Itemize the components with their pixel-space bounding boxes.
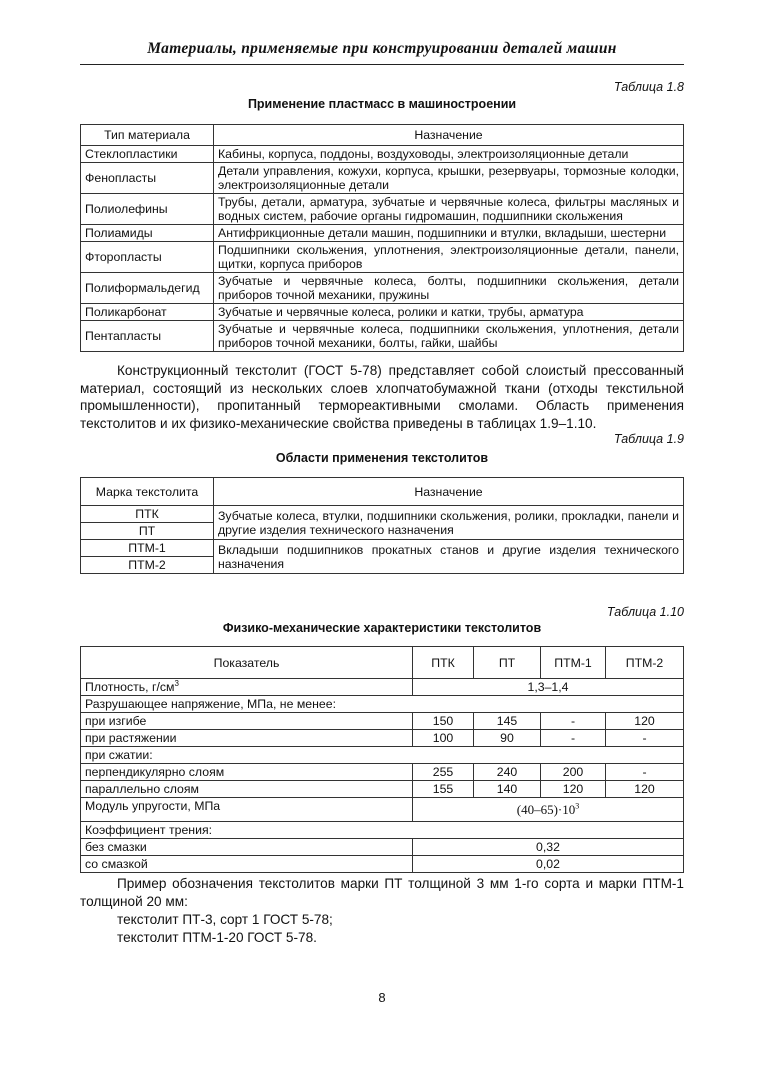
table-row	[81, 730, 684, 747]
example-line-2: текстолит ПТМ-1-20 ГОСТ 5-78.	[117, 930, 317, 945]
table-row	[81, 696, 684, 713]
value-cell: -	[541, 730, 606, 747]
value-cell: 150	[413, 713, 474, 730]
material-type: Фенопласты	[81, 163, 214, 194]
example-line-1: текстолит ПТ-3, сорт 1 ГОСТ 5-78;	[117, 912, 333, 927]
material-use: Трубы, детали, арматура, зубчатые и червячные колеса, фильтры масляных и водных систем, рабочие органы гидромашин, подшипники скольжения	[214, 194, 684, 225]
modulus-label: Модуль упругости, МПа	[81, 798, 413, 822]
table-row	[81, 856, 684, 873]
table-header: ПТМ-2	[606, 647, 684, 679]
material-use: Зубчатые и червячные колеса, болты, подшипники скольжения, детали приборов точной механики, пружины	[214, 273, 684, 304]
table-1-9-label: Таблица 1.9	[613, 432, 684, 446]
value-cell: -	[606, 730, 684, 747]
value-cell: 240	[474, 764, 541, 781]
material-use: Зубчатые и червячные колеса, ролики и катки, трубы, арматура	[214, 304, 684, 321]
grade-use: Зубчатые колеса, втулки, подшипники скольжения, ролики, прокладки, панели и другие изделия технического назначения	[214, 506, 684, 540]
table-row	[81, 747, 684, 764]
table-row	[81, 679, 684, 696]
table-row	[81, 242, 684, 273]
table-row	[81, 321, 684, 352]
tension-label: при растяжении	[81, 730, 413, 747]
value-cell: 255	[413, 764, 474, 781]
table-row	[81, 163, 684, 194]
value-cell: 155	[413, 781, 474, 798]
material-type: Полиформальдегид	[81, 273, 214, 304]
lubricated-value: 0,02	[413, 856, 684, 873]
material-use: Зубчатые и червячные колеса, подшипники скольжения, уплотнения, детали приборов точной механики, болты, гайки, шайбы	[214, 321, 684, 352]
table-row	[81, 194, 684, 225]
parallel-label: параллельно слоям	[81, 781, 413, 798]
table-row	[81, 146, 684, 163]
material-type: Стеклопластики	[81, 146, 214, 163]
grade-cell: ПТ	[81, 523, 214, 540]
table-1-10	[80, 646, 684, 873]
modulus-value: $(40-65)\cdot 10^3$	[413, 798, 684, 822]
material-type: Полиамиды	[81, 225, 214, 242]
table-row	[81, 225, 684, 242]
material-type: Фторопласты	[81, 242, 214, 273]
table-row	[81, 822, 684, 839]
value-cell: -	[606, 764, 684, 781]
value-cell: 100	[413, 730, 474, 747]
table-row	[81, 839, 684, 856]
table-row	[81, 273, 684, 304]
value-cell: -	[541, 713, 606, 730]
strength-heading: Разрушающее напряжение, МПа, не менее:	[81, 696, 684, 713]
table-1-10-title: Физико-механические характеристики текстолитов	[222, 621, 542, 635]
table-1-8	[80, 124, 684, 352]
dry-value: 0,32	[413, 839, 684, 856]
grade-cell: ПТМ-1	[81, 540, 214, 557]
table-header: ПТМ-1	[541, 647, 606, 679]
paragraph-textolite: Конструкционный текстолит (ГОСТ 5-78) представляет собой слоистый прессованный материал, состоящий из нескольких слоев хлопчатобумажной ткани (отходы текстильной промышленности), пропитанный термореактивными смолами. Область применения текстолитов и их физико-механические свойства приведены в таблицах 1.9–1.10.	[80, 363, 684, 431]
grade-cell: ПТМ-2	[81, 557, 214, 574]
grade-use: Вкладыши подшипников прокатных станов и другие изделия технического назначения	[214, 540, 684, 574]
material-use: Детали управления, кожухи, корпуса, крышки, резервуары, тормозные колодки, электроизоляционные детали	[214, 163, 684, 194]
value-cell: 120	[541, 781, 606, 798]
value-cell: 120	[606, 713, 684, 730]
table-row	[81, 713, 684, 730]
table-header: Показатель	[81, 647, 413, 679]
header-rule	[80, 64, 684, 65]
dry-label: без смазки	[81, 839, 413, 856]
density-label: Плотность, $г/см^3$	[81, 679, 413, 696]
compression-heading: при сжатии:	[81, 747, 684, 764]
page-number: 8	[378, 990, 386, 1005]
value-cell: 90	[474, 730, 541, 747]
table-row	[81, 764, 684, 781]
material-use: Антифрикционные детали машин, подшипники и втулки, вкладыши, шестерни	[214, 225, 684, 242]
material-type: Пентапласты	[81, 321, 214, 352]
material-type: Поликарбонат	[81, 304, 214, 321]
value-cell: 120	[606, 781, 684, 798]
table-row	[81, 304, 684, 321]
value-cell: 145	[474, 713, 541, 730]
table-1-9-title: Области применения текстолитов	[275, 451, 489, 465]
table-row	[81, 506, 684, 523]
material-use: Кабины, корпуса, поддоны, воздуховоды, электроизоляционные детали	[214, 146, 684, 163]
value-cell: 140	[474, 781, 541, 798]
table-1-8-title: Применение пластмасс в машиностроении	[247, 97, 517, 111]
table-header: Марка текстолита	[81, 478, 214, 506]
paragraph-example: Пример обозначения текстолитов марки ПТ толщиной 3 мм 1-го сорта и марки ПТМ-1 толщиной 20 мм:	[80, 876, 684, 909]
friction-heading: Коэффициент трения:	[81, 822, 684, 839]
density-value: 1,3–1,4	[413, 679, 684, 696]
table-header: Тип материала	[81, 125, 214, 146]
table-row	[81, 540, 684, 557]
table-1-9	[80, 477, 684, 574]
table-header: Назначение	[214, 478, 684, 506]
lubricated-label: со смазкой	[81, 856, 413, 873]
table-header: ПТК	[413, 647, 474, 679]
running-head: Материалы, применяемые при конструировании деталей машин	[147, 40, 617, 57]
perpendicular-label: перпендикулярно слоям	[81, 764, 413, 781]
table-1-10-label: Таблица 1.10	[606, 605, 684, 619]
table-1-8-label: Таблица 1.8	[613, 80, 684, 94]
material-type: Полиолефины	[81, 194, 214, 225]
table-row	[81, 781, 684, 798]
bending-label: при изгибе	[81, 713, 413, 730]
table-row	[81, 798, 684, 822]
table-header: Назначение	[214, 125, 684, 146]
table-header: ПТ	[474, 647, 541, 679]
value-cell: 200	[541, 764, 606, 781]
material-use: Подшипники скольжения, уплотнения, электроизоляционные детали, панели, щитки, корпуса приборов	[214, 242, 684, 273]
grade-cell: ПТК	[81, 506, 214, 523]
